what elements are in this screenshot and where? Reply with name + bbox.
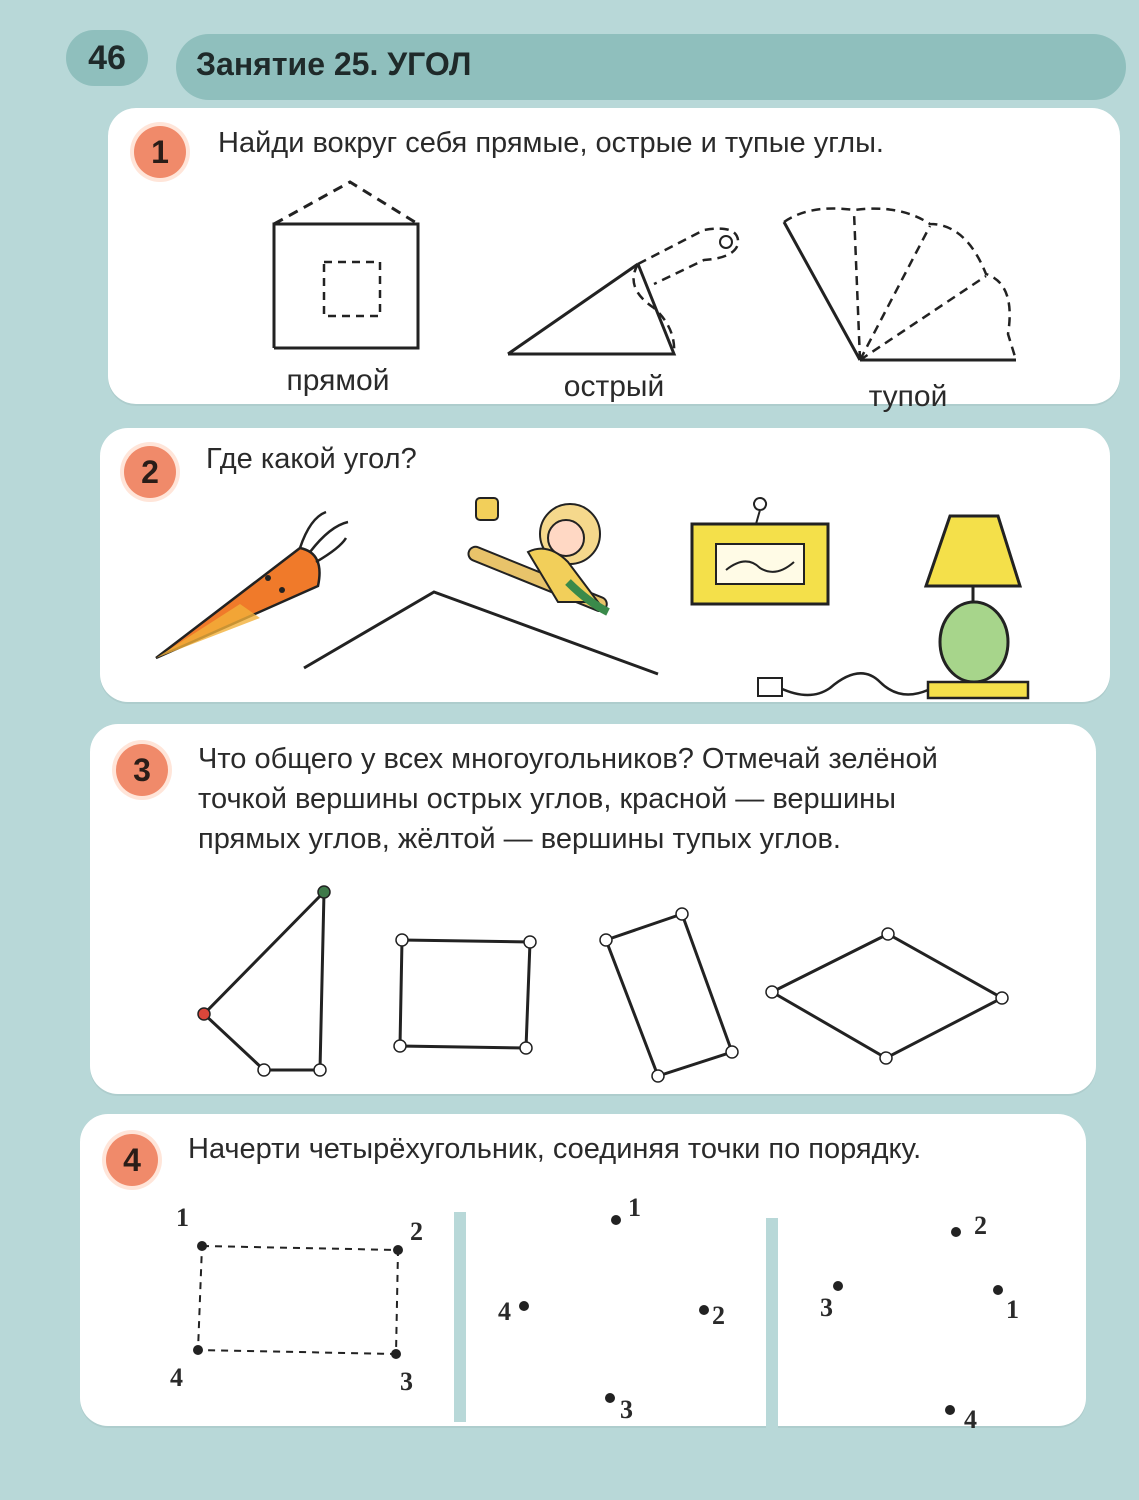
g3-label-3: 3 (820, 1293, 833, 1322)
drawing-shape (605, 1393, 615, 1403)
drawing-shape (854, 212, 860, 360)
drawing-shape (274, 224, 418, 348)
drawing-shape (606, 914, 732, 1076)
divider (766, 1218, 778, 1428)
task-2-badge: 2 (124, 446, 176, 498)
task-4-panel (80, 1114, 1086, 1434)
g1-label-1: 1 (176, 1203, 189, 1232)
drawing-shape (993, 1285, 1003, 1295)
vertex-empty (520, 1042, 532, 1054)
vertex-red (198, 1008, 210, 1020)
fan-drawing (780, 204, 1020, 374)
drawing-shape (391, 1349, 401, 1359)
vertex-empty (676, 908, 688, 920)
g1-label-4: 4 (170, 1363, 183, 1392)
drawing-shape (519, 1301, 529, 1311)
task-3-line-2: точкой вершины острых углов, красной — вершины (198, 783, 897, 815)
drawing-shape (324, 262, 380, 316)
drawing-shape (400, 940, 530, 1048)
lesson-title: Занятие 25. УГОЛ (196, 46, 472, 82)
drawing-shape (699, 1305, 709, 1315)
vertex-empty (996, 992, 1008, 1004)
drawing-shape (780, 673, 928, 695)
drawing-shape (198, 1246, 398, 1354)
drawing-shape (508, 264, 638, 354)
drawing-shape (156, 548, 320, 658)
drawing-shape (860, 276, 986, 360)
vertex-empty (396, 934, 408, 946)
g2-label-1: 1 (628, 1193, 641, 1222)
drawing-shape (611, 1215, 621, 1225)
g2-label-2: 2 (712, 1301, 725, 1330)
drawing-shape (758, 678, 782, 696)
page-number-text: 46 (88, 38, 126, 77)
g3-label-2: 2 (974, 1211, 987, 1240)
drawing-shape (265, 575, 271, 581)
task-3-line-1: Что общего у всех многоугольников? Отмечай зелёной (198, 743, 938, 775)
task-1-text: Найди вокруг себя прямые, острые и тупые углы. (218, 127, 884, 159)
vertex-empty (600, 934, 612, 946)
g3-label-1: 1 (1006, 1295, 1019, 1324)
vertex-empty (314, 1064, 326, 1076)
drawing-shape (945, 1405, 955, 1415)
vertex-empty (882, 928, 894, 940)
girl-on-sled (466, 498, 608, 613)
vertex-empty (652, 1070, 664, 1082)
drawing-shape (197, 1241, 207, 1251)
lamp-illustration (750, 512, 1050, 708)
dot-to-dot-drawing (80, 1114, 1086, 1434)
knife-drawing (504, 218, 754, 358)
drawing-shape (508, 264, 674, 354)
house-drawing (258, 178, 438, 358)
g2-label-4: 4 (498, 1297, 511, 1326)
vertex-empty (880, 1052, 892, 1064)
task-1-panel (108, 108, 1120, 413)
drawing-shape (156, 604, 260, 658)
g2-label-3: 3 (620, 1395, 633, 1424)
drawing-shape (926, 516, 1020, 586)
vertex-empty (394, 1040, 406, 1052)
vertex-green (318, 886, 330, 898)
drawing-shape (951, 1227, 961, 1237)
vertex-empty (524, 936, 536, 948)
drawing-shape (204, 892, 324, 1070)
sled-hill-illustration (298, 492, 658, 682)
task-3-badge: 3 (116, 744, 168, 796)
caption-obtuse-angle: тупой (868, 380, 948, 413)
drawing-shape (860, 226, 930, 360)
task-4-badge: 4 (106, 1134, 158, 1186)
drawing-shape (772, 934, 1002, 1058)
drawing-shape (393, 1245, 403, 1255)
g1-label-3: 3 (400, 1367, 413, 1396)
task-4-text: Начерти четырёхугольник, соединяя точки по порядку. (188, 1133, 922, 1165)
drawing-shape (193, 1345, 203, 1355)
vertex-empty (766, 986, 778, 998)
task-1-badge: 1 (134, 126, 186, 178)
task-2-panel (100, 428, 1110, 702)
vertex-empty (726, 1046, 738, 1058)
g1-label-2: 2 (410, 1217, 423, 1246)
lesson-header (176, 34, 1126, 100)
drawing-shape (720, 236, 732, 248)
drawing-shape (274, 182, 418, 224)
drawing-shape (476, 498, 498, 520)
task-2-text: Где какой угол? (206, 443, 417, 475)
task-3-panel (90, 724, 1096, 1094)
g3-label-4: 4 (964, 1405, 977, 1434)
drawing-shape (833, 1281, 843, 1291)
divider (454, 1212, 466, 1422)
vertex-empty (258, 1064, 270, 1076)
drawing-shape (279, 587, 285, 593)
caption-right-angle: прямой (286, 364, 390, 397)
drawing-shape (928, 682, 1028, 698)
page-number (66, 30, 148, 86)
caption-acute-angle: острый (563, 370, 665, 403)
drawing-shape (784, 222, 860, 360)
polygons-drawing (90, 724, 1096, 1094)
task-3-line-3: прямых углов, жёлтой — вершины тупых углов. (198, 823, 841, 855)
drawing-shape (940, 602, 1008, 682)
